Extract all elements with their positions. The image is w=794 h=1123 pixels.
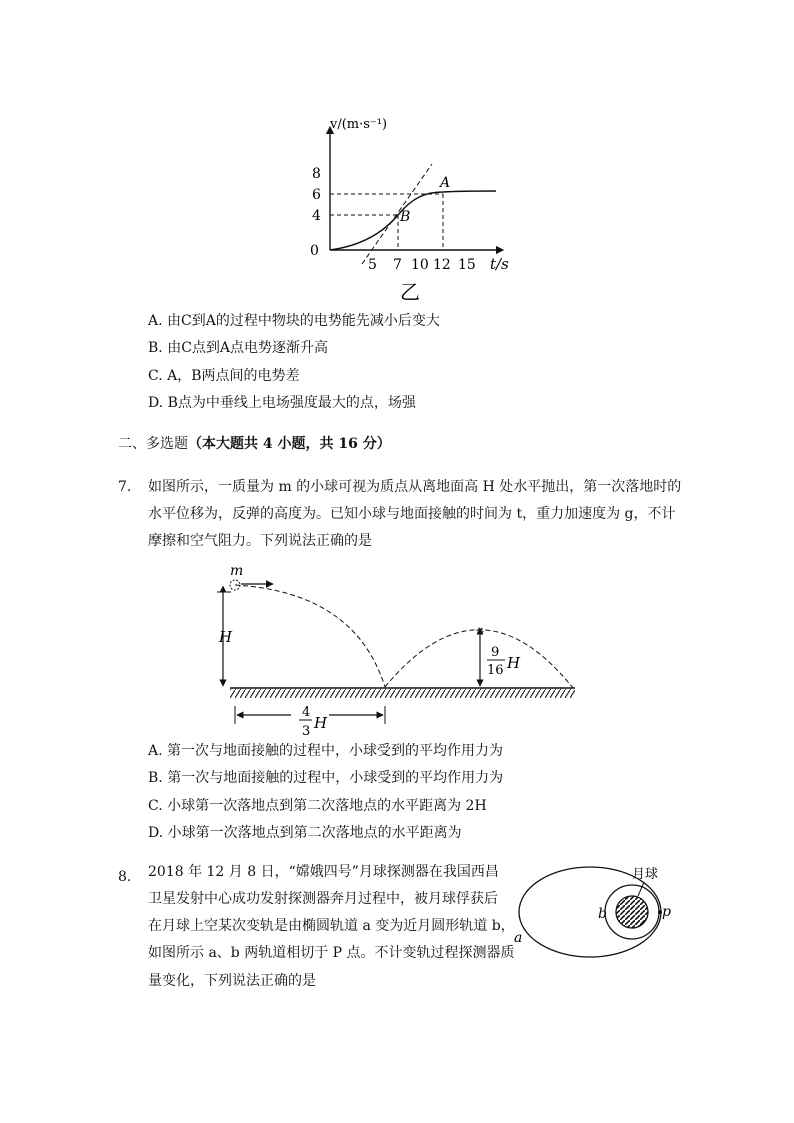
point-a-label: A [440,175,451,191]
section-title: 二、多选题 [118,436,188,452]
projectile-figure [205,562,585,744]
q8-line-5: 量变化，下列说法正确的是 [148,973,316,989]
q6-option-c: C. A，B两点间的电势差 [148,368,300,384]
x-tick-7: 7 [393,257,402,273]
moon [616,896,648,928]
q8-line-3: 在月球上空某次变轨是由椭圆轨道 a 变为近月圆形轨道 b， [148,918,515,934]
q6-option-b: B. 由C点到A点电势逐渐升高 [148,340,329,356]
bounce-num: 9 [491,645,500,660]
q8-number: 8. [118,869,132,885]
figure-caption: 乙 [400,280,420,304]
q7-option-b: B. 第一次与地面接触的过程中，小球受到的平均作用力为 [148,770,504,786]
moon-label: 月球 [632,867,659,882]
bounce-den: 16 [487,663,504,678]
horiz-num: 4 [302,705,311,720]
tangent-line [362,164,432,264]
q7-option-d: D. 小球第一次落地点到第二次落地点的水平距离为 [148,825,462,841]
horiz-unit: H [314,714,328,732]
q7-number: 7. [118,479,132,495]
height-label: H [219,628,233,646]
y-tick-4: 4 [312,208,321,224]
orbit-a-label: a [514,930,523,946]
ground-hatch [230,689,575,698]
q7-option-a: A. 第一次与地面接触的过程中，小球受到的平均作用力为 [148,743,504,759]
q7-line-2: 水平位移为，反弹的高度为。已知小球与地面接触的时间为 t，重力加速度为 g，不计 [148,506,676,522]
q8-line-1: 2018 年 12 月 8 日，“嫦娥四号”月球探测器在我国西昌 [148,864,499,880]
q7-option-c: C. 小球第一次落地点到第二次落地点的水平距离为 2H [148,798,487,814]
x-tick-15: 15 [458,257,476,273]
q7-line-3: 摩擦和空气阻力。下列说法正确的是 [148,533,372,549]
q7-line-1: 如图所示，一质量为 m 的小球可视为质点从离地面高 H 处水平抛出，第一次落地时的 [148,479,682,495]
bounce-trajectory [385,630,573,688]
y-axis-label: v/(m·s⁻¹) [330,117,388,132]
y-tick-8: 8 [312,166,321,182]
q6-option-a: A. 由C到A的过程中物块的电势能先减小后变大 [148,313,440,329]
q6-option-d: D. B点为中垂线上电场强度最大的点，场强 [148,395,416,411]
bounce-top-ball [477,628,483,634]
section-detail: （本大题共 4 小题，共 16 分） [188,436,391,452]
x-tick-10: 10 [411,257,429,273]
origin-label: 0 [310,243,319,259]
horiz-den: 3 [302,724,311,739]
x-tick-5: 5 [368,257,377,273]
first-trajectory [235,585,385,687]
y-tick-6: 6 [312,187,321,203]
mass-label: m [230,563,244,579]
point-b-label: B [400,209,411,225]
orbit-figure [510,860,680,980]
velocity-curve [330,191,496,250]
x-tick-12: 12 [433,257,451,273]
section-heading [118,434,391,454]
velocity-time-graph [300,112,525,307]
q8-line-2: 卫星发射中心成功发射探测器奔月过程中，被月球俘获后 [148,891,498,907]
moon-pointer [638,882,644,896]
bounce-unit: H [507,654,521,672]
point-p-label: p [662,904,671,920]
q8-line-4: 如图所示 a、b 两轨道相切于 P 点。不计变轨过程探测器质 [148,945,515,961]
x-axis-label: t/s [490,255,509,273]
orbit-b-label: b [598,906,607,922]
